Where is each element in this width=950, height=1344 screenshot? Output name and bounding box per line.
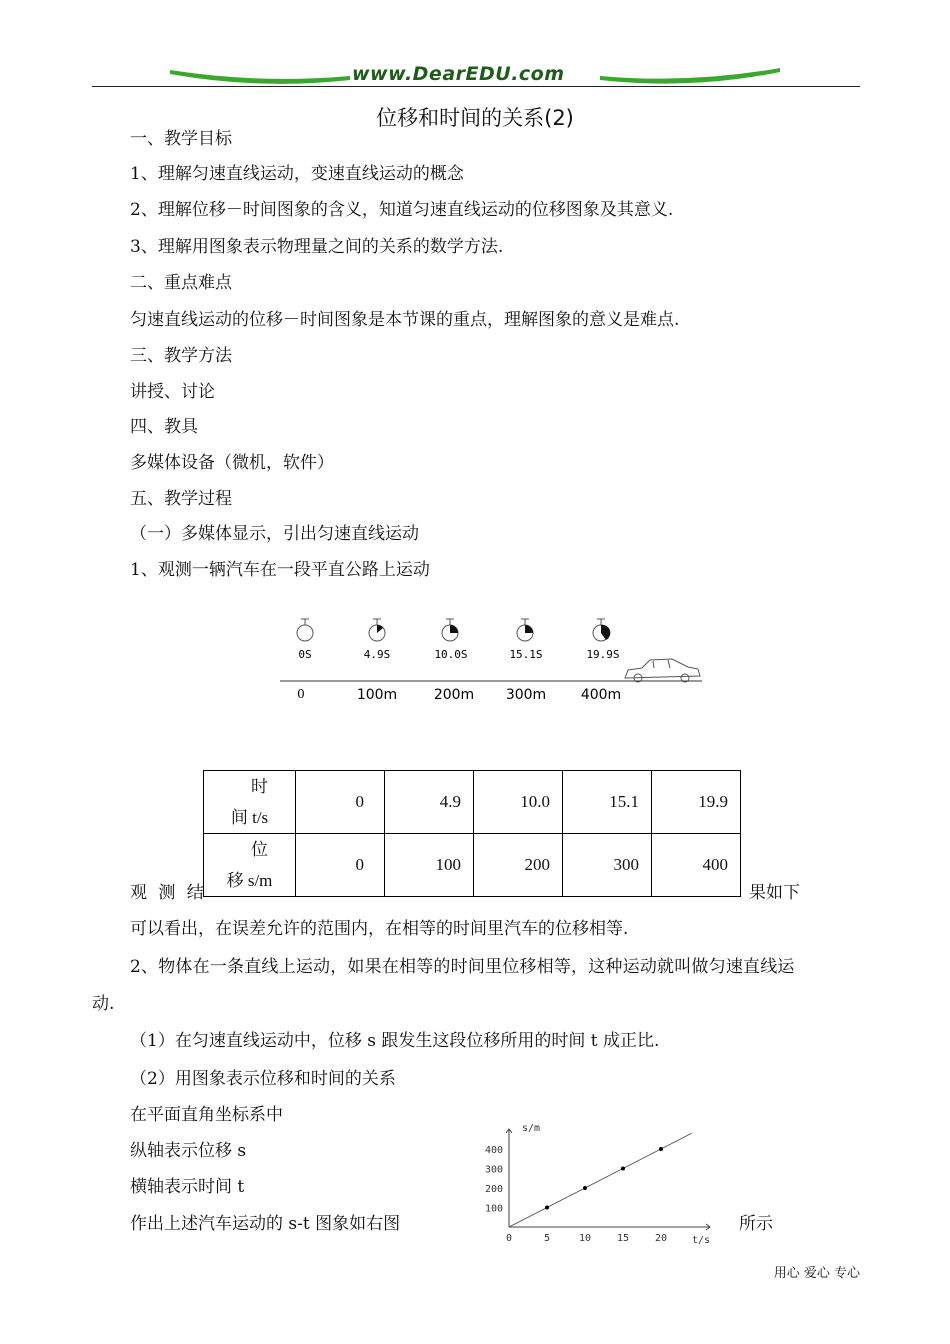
header-rule	[92, 86, 860, 87]
text-line: 多媒体设备（微机，软件）	[130, 453, 334, 473]
stopwatch-icon	[593, 619, 610, 641]
text-line: （一）多媒体显示，引出匀速直线运动	[130, 524, 419, 544]
x-tick-label: 0	[505, 1233, 513, 1244]
table-cell: 0	[296, 771, 385, 834]
section-heading: 四、教具	[130, 417, 198, 437]
time-label: 19.9S	[586, 648, 620, 661]
text-line: 在平面直角坐标系中	[130, 1105, 283, 1125]
row-header-line: 间 t/s	[230, 808, 269, 827]
text-line: 讲授、讨论	[130, 382, 215, 402]
stopwatch-icon	[442, 619, 458, 641]
distance-label: 200m	[433, 687, 475, 703]
text-line: 可以看出，在误差允许的范围内，在相等的时间里汽车的位移相等.	[130, 919, 629, 939]
table-cell: 400	[652, 834, 741, 897]
row-header	[204, 834, 296, 897]
table-cell: 200	[474, 834, 563, 897]
stopwatch-icon	[297, 619, 313, 641]
table-row	[204, 834, 741, 897]
table-cell: 19.9	[652, 771, 741, 834]
y-tick-label: 400	[484, 1145, 503, 1156]
text-line: 匀速直线运动的位移－时间图象是本节课的重点，理解图象的意义是难点.	[130, 310, 680, 330]
text-line: 动.	[92, 994, 115, 1014]
text-line: 2、物体在一条直线上运动，如果在相等的时间里位移相等，这种运动就叫做匀速直线运	[130, 957, 795, 977]
s-t-chart	[470, 1115, 720, 1250]
row-header-line: 时	[251, 777, 268, 796]
section-heading: 一、教学目标	[130, 129, 232, 149]
table-cell: 10.0	[474, 771, 563, 834]
row-header	[204, 771, 296, 834]
text-line: 3、理解用图象表示物理量之间的关系的数学方法.	[130, 237, 504, 257]
row-header-line: 移 s/m	[226, 871, 273, 890]
stopwatch-icon	[369, 619, 385, 641]
x-tick-label: 20	[654, 1233, 668, 1244]
text-line: 1、理解匀速直线运动，变速直线运动的概念	[130, 164, 464, 184]
distance-label: 0	[297, 687, 305, 701]
time-label: 0S	[298, 648, 312, 661]
y-tick-label: 300	[484, 1164, 503, 1176]
x-tick-label: 5	[543, 1233, 551, 1244]
observation-table	[203, 770, 741, 897]
table-cell: 300	[563, 834, 652, 897]
y-axis-label: s/m	[522, 1123, 541, 1134]
section-heading: 二、重点难点	[130, 273, 232, 293]
distance-label: 100m	[356, 687, 398, 703]
text-line: 横轴表示时间 t	[130, 1177, 245, 1197]
text-line: 作出上述汽车运动的 s-t 图象如右图	[130, 1214, 401, 1234]
header-logo-text[interactable]: www.DearEDU.com	[352, 63, 565, 85]
car-road-figure	[270, 612, 720, 712]
text-line: （1）在匀速直线运动中，位移 s 跟发生这段位移所用的时间 t 成正比.	[130, 1031, 660, 1051]
x-axis-label: t/s	[692, 1235, 711, 1246]
stopwatch-icon	[517, 619, 533, 641]
text-line: 2、理解位移－时间图象的含义，知道匀速直线运动的位移图象及其意义.	[130, 200, 674, 220]
time-label: 10.0S	[434, 648, 468, 661]
text-line: 1、观测一辆汽车在一段平直公路上运动	[130, 560, 430, 580]
distance-label: 300m	[505, 687, 547, 703]
text-line: 纵轴表示位移 s	[130, 1141, 247, 1161]
x-tick-label: 10	[578, 1233, 592, 1244]
footer-text: 用心 爱心 专心	[773, 1266, 860, 1281]
car-icon	[625, 659, 700, 682]
distance-label: 400m	[580, 687, 622, 703]
data-point	[545, 1206, 549, 1210]
table-cell: 0	[296, 834, 385, 897]
series-line	[509, 1133, 691, 1227]
time-label: 15.1S	[509, 648, 543, 661]
section-heading: 三、教学方法	[130, 346, 232, 366]
table-cell: 15.1	[563, 771, 652, 834]
time-label: 4.9S	[363, 648, 391, 661]
table-cell: 100	[385, 834, 474, 897]
row-header-line: 位	[251, 840, 268, 859]
text-line: （2）用图象表示位移和时间的关系	[130, 1069, 396, 1089]
text-line: 所示	[739, 1214, 773, 1234]
data-point	[659, 1147, 663, 1151]
y-tick-label: 200	[484, 1184, 503, 1195]
table-cell: 4.9	[385, 771, 474, 834]
data-point	[583, 1186, 587, 1190]
section-heading: 五、教学过程	[130, 489, 232, 509]
table-row	[204, 771, 741, 834]
observation-prefix: 观 测 结	[130, 883, 207, 903]
x-tick-label: 15	[616, 1233, 630, 1244]
y-tick-label: 100	[484, 1203, 503, 1215]
page-title: 位移和时间的关系(2)	[376, 106, 574, 130]
observation-suffix: 果如下	[749, 883, 800, 903]
data-point	[621, 1167, 625, 1171]
